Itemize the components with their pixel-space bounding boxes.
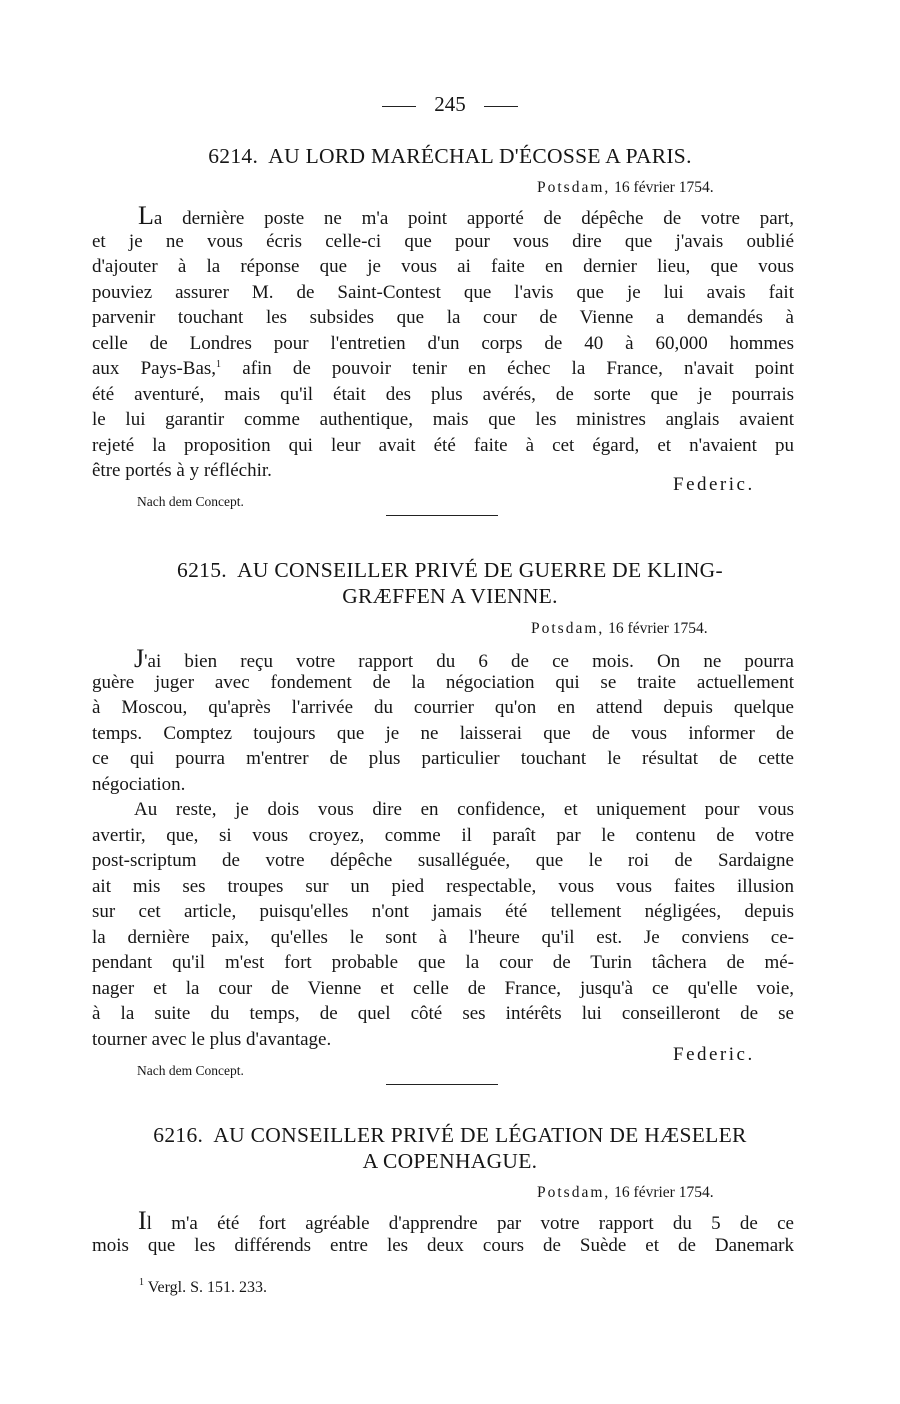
letter-6215-source: Nach dem Concept. (137, 1063, 244, 1078)
initial-letter: I (138, 1206, 147, 1235)
letter-6215-line-11: sur cet article, puisqu'elles n'ont jamais été tellement négligées, depuis (92, 901, 794, 922)
letter-6214-line-6: celle de Londres pour l'entretien d'un corps de 40 à 60,000 hommes (92, 333, 794, 354)
letter-6214-line-7: aux Pays-Bas,$^1$ afin de pouvoir tenir en échec la France, n'avait point (92, 358, 795, 379)
section-divider (386, 1084, 498, 1085)
letter-6215-line-15: à la suite du temps, de quel côté ses intérêts lui conseilleront de se (92, 1003, 794, 1024)
letter-title-line-2: A COPENHAGUE. (362, 1149, 538, 1173)
letter-6214-line-10: rejeté la proposition qui leur avait été faite à cet égard, et n'avaient pu (92, 435, 794, 456)
letter-6215-line-1: J'ai bien reçu votre rapport du 6 de ce mois. On ne pourra (134, 644, 794, 673)
letter-6214-source: Nach dem Concept. (137, 494, 244, 509)
footnote (139, 1279, 267, 1297)
letter-6214-line-3: d'ajouter à la réponse que je vous ai faite en dernier lieu, que vous (92, 256, 794, 277)
letter-6215-line-4: temps. Comptez toujours que je ne laisserai que de vous informer de (92, 723, 794, 744)
letter-6216-line-2: mois que les différends entre les deux cours de Suède et de Danemark (92, 1235, 794, 1256)
letter-number: 6216. (153, 1123, 204, 1147)
initial-letter: J (134, 644, 145, 673)
letter-title: AU LORD MARÉCHAL D'ÉCOSSE A PARIS. (268, 144, 692, 168)
page-number-left-dash (382, 106, 416, 107)
letter-6215-signature: Federic. (673, 1044, 755, 1065)
footnote-mark: 1 (216, 359, 222, 370)
letter-6215-line-12: la dernière paix, qu'elles le sont à l'heure qu'il est. Je conviens ce- (92, 927, 794, 948)
letter-6215-line-7: Au reste, je dois vous dire en confidence, et uniquement pour vous (134, 799, 794, 820)
letter-6215-line-8: avertir, que, si vous croyez, comme il paraît par le contenu de votre (92, 825, 794, 846)
initial-letter: L (138, 201, 154, 230)
letter-number: 6215. (177, 558, 227, 582)
letter-6215-line-16: tourner avec le plus d'avantage. (92, 1029, 332, 1050)
letter-number: 6214. (208, 144, 259, 168)
letter-6214-line-5: parvenir touchant les subsides que la cour de Vienne a demandés à (92, 307, 794, 328)
letter-6214-line-2: et je ne vous écris celle-ci que pour vous dire que j'avais oublié (92, 231, 794, 252)
letter-title-line-2: GRÆFFEN A VIENNE. (342, 584, 558, 608)
footnote-text: Vergl. S. 151. 233. (147, 1279, 267, 1296)
letter-6215-line-13: pendant qu'il m'est fort probable que la cour de Turin tâchera de mé- (92, 952, 794, 973)
letter-6214-heading (90, 143, 810, 169)
letter-6214-line-9: le lui garantir comme authentique, mais que les ministres anglais avaient (92, 409, 794, 430)
letter-6215-heading (90, 557, 810, 609)
letter-6215-line-10: ait mis ses troupes sur un pied respectable, vous vous faites illusion (92, 876, 794, 897)
letter-6215-line-2: guère juger avec fondement de la négociation qui se traite actuellement (92, 672, 794, 693)
letter-6216-heading (90, 1122, 810, 1174)
letter-6215-line-5: ce qui pourra m'entrer de plus particulier touchant le résultat de cette (92, 748, 794, 769)
letter-title-line-1: AU CONSEILLER PRIVÉ DE GUERRE DE KLING- (237, 558, 723, 582)
letter-6214-line-11: être portés à y réfléchir. (92, 460, 272, 481)
section-divider (386, 515, 498, 516)
letter-6215-dateline: Potsdam, 16 février 1754. (531, 620, 708, 637)
page-number: 245 (0, 92, 900, 117)
letter-6214-dateline: Potsdam, 16 février 1754. (537, 179, 714, 196)
page-number-right-dash (484, 106, 518, 107)
letter-6215-line-3: à Moscou, qu'après l'arrivée du courrier qu'on en attend depuis quelque (92, 697, 794, 718)
letter-6215-line-6: négociation. (92, 774, 186, 795)
letter-6214-line-1: La dernière poste ne m'a point apporté de dépêche de votre part, (138, 201, 794, 230)
letter-title-line-1: AU CONSEILLER PRIVÉ DE LÉGATION DE HÆSELER (213, 1123, 747, 1147)
footnote-mark: 1 (139, 1277, 144, 1288)
letter-6216-dateline: Potsdam, 16 février 1754. (537, 1184, 714, 1201)
letter-6216-line-1: Il m'a été fort agréable d'apprendre par votre rapport du 5 de ce (138, 1206, 794, 1235)
letter-6214-signature: Federic. (673, 474, 755, 495)
letter-6214-line-8: été aventuré, mais qu'il était des plus avérés, de sorte que je pourrais (92, 384, 794, 405)
letter-6215-line-14: nager et la cour de Vienne et celle de France, jusqu'à ce qu'elle voie, (92, 978, 794, 999)
letter-6215-line-9: post-scriptum de votre dépêche susalléguée, que le roi de Sardaigne (92, 850, 794, 871)
letter-6214-line-4: pouviez assurer M. de Saint-Contest que l'avis que je lui avais fait (92, 282, 794, 303)
